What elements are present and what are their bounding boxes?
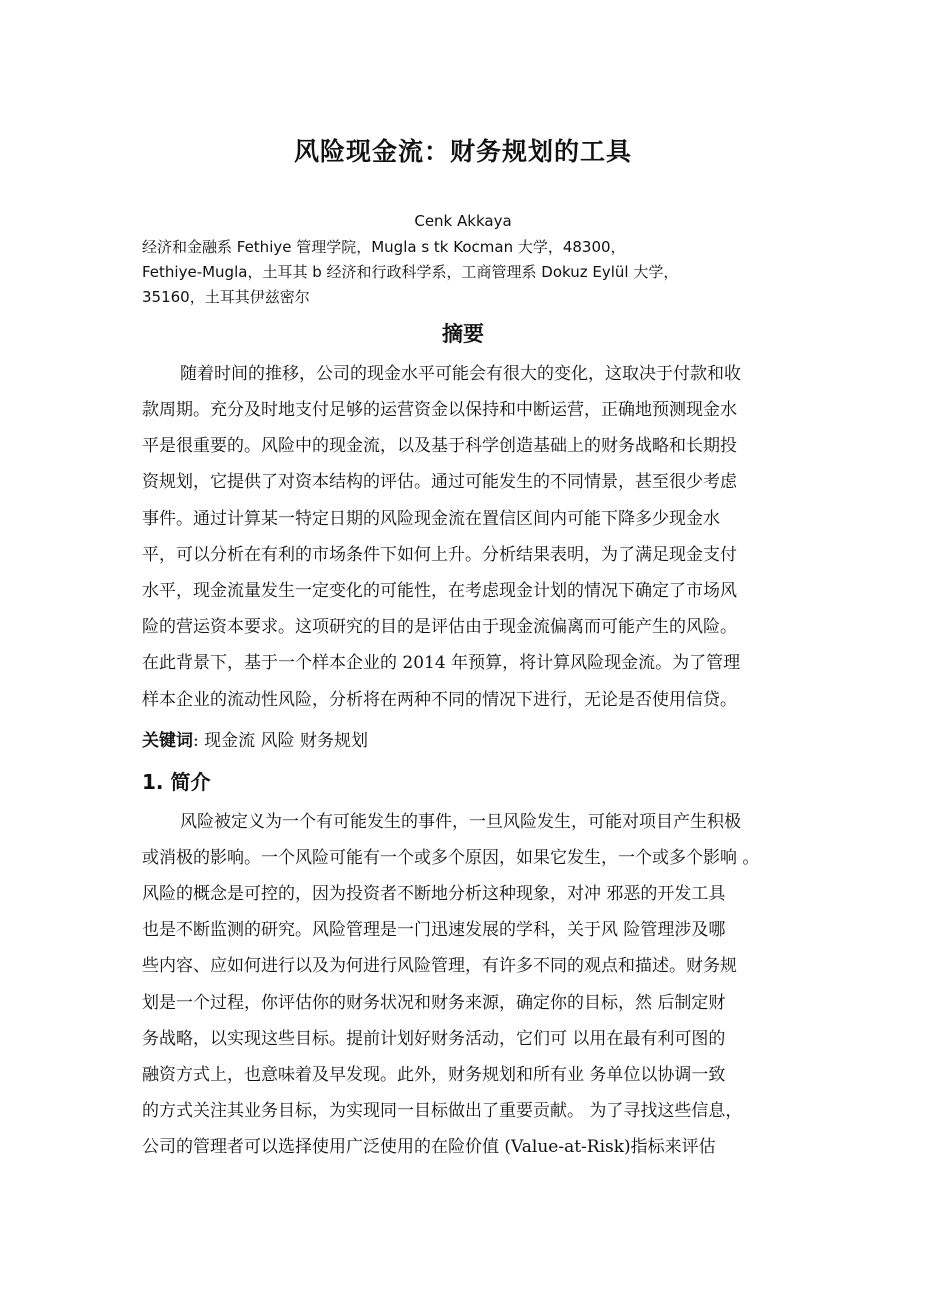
body-line: 风险被定义为一个有可能发生的事件，一旦风险发生，可能对项目产生积极 xyxy=(180,812,741,832)
body-line: 或消极的影响。一个风险可能有一个或多个原因，如果它发生，一个或多个影响 。 xyxy=(142,848,760,868)
affiliation-line: 经济和金融系 Fethiye 管理学院，Mugla s tk Kocman 大学，48300， xyxy=(142,238,626,256)
body-line: 些内容、应如何进行以及为何进行风险管理，有许多不同的观点和描述。财务规 xyxy=(142,956,737,976)
section-heading: 1. 简介 xyxy=(142,770,211,794)
abstract-line: 事件。通过计算某一特定日期的风险现金流在置信区间内可能下降多少现金水 xyxy=(142,509,720,529)
body-line: 也是不断监测的研究。风险管理是一门迅速发展的学科，关于风 险管理涉及哪 xyxy=(142,920,726,940)
body-line: 风险的概念是可控的，因为投资者不断地分析这种现象，对冲 邪恶的开发工具 xyxy=(142,884,726,904)
keywords xyxy=(142,726,368,751)
keywords-label: 关键词 xyxy=(142,731,193,751)
abstract-line: 款周期。充分及时地支付足够的运营资金以保持和中断运营，正确地预测现金水 xyxy=(142,400,737,420)
abstract-line: 平，可以分析在有利的市场条件下如何上升。分析结果表明，为了满足现金支付 xyxy=(142,545,737,565)
keywords-text: : 现金流 风险 财务规划 xyxy=(193,731,368,751)
author-name: Cenk Akkaya xyxy=(414,212,512,230)
body-line: 融资方式上，也意味着及早发现。此外，财务规划和所有业 务单位以协调一致 xyxy=(142,1065,726,1085)
affiliation-line: 35160，土耳其伊兹密尔 xyxy=(142,288,310,306)
abstract-line: 险的营运资本要求。这项研究的目的是评估由于现金流偏离而可能产生的风险。 xyxy=(142,617,737,637)
abstract-line: 水平，现金流量发生一定变化的可能性，在考虑现金计划的情况下确定了市场风 xyxy=(142,581,737,601)
abstract-line: 平是很重要的。风险中的现金流，以及基于科学创造基础上的财务战略和长期投 xyxy=(142,436,737,456)
abstract-heading: 摘要 xyxy=(442,322,484,346)
body-line: 公司的管理者可以选择使用广泛使用的在险价值 (Value-at-Risk)指标来评估 xyxy=(142,1137,716,1157)
body-line: 的方式关注其业务目标，为实现同一目标做出了重要贡献。 为了寻找这些信息， xyxy=(142,1101,743,1121)
affiliation-line: Fethiye-Mugla，土耳其 b 经济和行政科学系，工商管理系 Dokuz Eylül 大学， xyxy=(142,263,679,281)
body-line: 划是一个过程，你评估你的财务状况和财务来源，确定你的目标，然 后制定财 xyxy=(142,993,726,1013)
abstract-line: 资规划，它提供了对资本结构的评估。通过可能发生的不同情景，甚至很少考虑 xyxy=(142,472,737,492)
paper-title: 风险现金流：财务规划的工具 xyxy=(293,137,632,166)
body-line: 务战略，以实现这些目标。提前计划好财务活动，它们可 以用在最有利可图的 xyxy=(142,1029,726,1049)
abstract-line: 随着时间的推移，公司的现金水平可能会有很大的变化，这取决于付款和收 xyxy=(180,364,741,384)
abstract-line: 样本企业的流动性风险，分析将在两种不同的情况下进行，无论是否使用信贷。 xyxy=(142,690,737,710)
abstract-line: 在此背景下，基于一个样本企业的 2014 年预算，将计算风险现金流。为了管理 xyxy=(142,653,741,673)
